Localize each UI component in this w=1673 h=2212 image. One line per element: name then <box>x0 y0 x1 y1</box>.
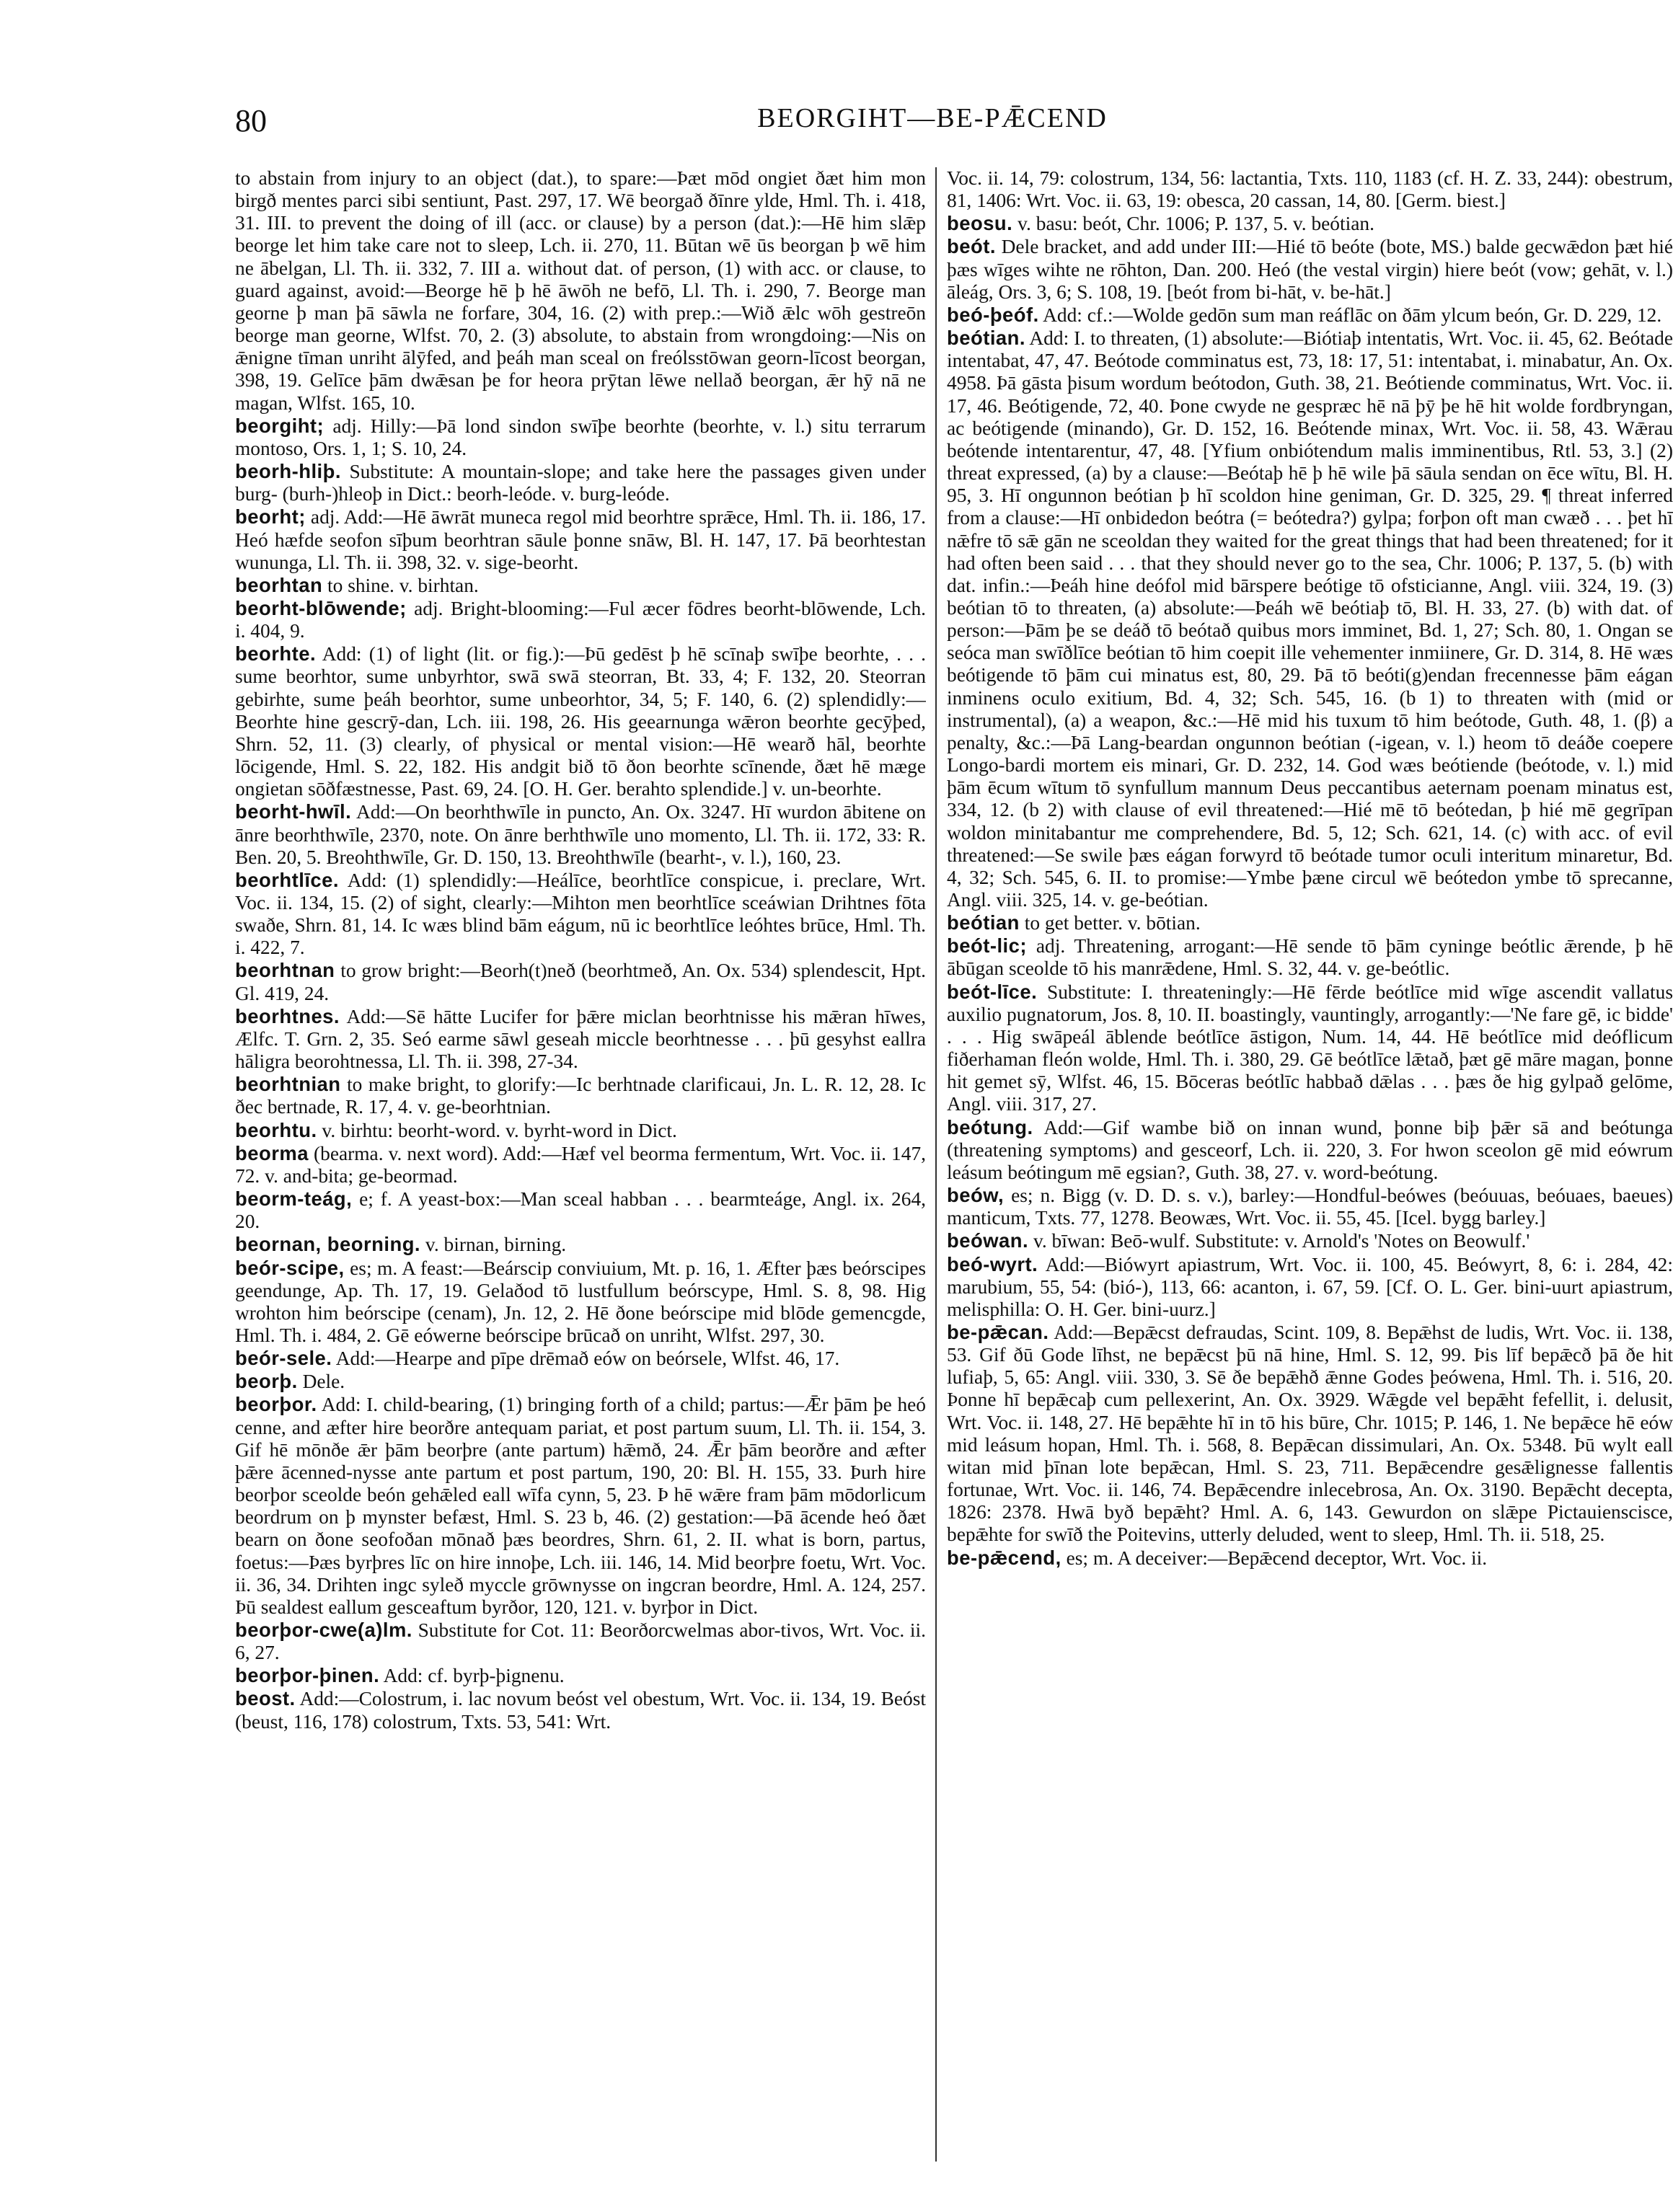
dictionary-entry <box>235 1370 926 1393</box>
dictionary-entry <box>235 1347 926 1370</box>
dictionary-entry <box>235 574 926 597</box>
dictionary-entry <box>235 1687 926 1733</box>
entry-text: Substitute for Cot. 11: Beorðorcwelmas abor-tivos, Wrt. Voc. ii. 6, 27. <box>235 1619 926 1664</box>
entry-text: to grow bright:—Beorh(t)neð (beorhtmeð, An. Ox. 534) splendescit, Hpt. Gl. 419, 24. <box>235 960 926 1004</box>
entry-text: e; f. A yeast-box:—Man sceal habban . . . bearmteáge, Angl. ix. 264, 20. <box>235 1188 926 1233</box>
entry-headword: beost. <box>235 1687 296 1710</box>
entry-headword: beót-lic; <box>947 934 1028 957</box>
entry-text: adj. Hilly:—Þā lond sindon swīþe beorhte (beorhte, v. l.) situ terrarum montoso, Ors. 1, 1; S. 10, 24. <box>235 415 926 459</box>
entry-headword: beorht-hwīl. <box>235 800 352 823</box>
dictionary-entry <box>947 212 1673 235</box>
entry-headword: beorhtan <box>235 573 323 596</box>
dictionary-entry <box>947 1229 1673 1252</box>
entry-text: Add:—Biówyrt apiastrum, Wrt. Voc. ii. 100, 45. Beówyrt, 8, 6: i. 284, 42: marubium, 55, 54: (bió-), 113, 66: acanton, i. 67, 59. [Cf. O. L. Ger. bini-uurt apiastrum, melisphilla: O. H. Ger. bini-uurz.] <box>947 1253 1673 1320</box>
entry-text: Add:—Sē hātte Lucifer for þǣre miclan beorhtnisse his mǣran hīwes, Ælfc. T. Grn. 2, 35. Seó earme sāwl geseah miccle beorhtnesse . . . þū gesyhst eallra hāligra beorohtnessa, Ll. Th. ii. 398, 27-34. <box>235 1005 926 1073</box>
entry-headword: beorþ. <box>235 1370 298 1393</box>
entry-headword: be-pǣcan. <box>947 1320 1049 1343</box>
entry-text: Add:—Colostrum, i. lac novum beóst vel obestum, Wrt. Voc. ii. 134, 19. Beóst (beust, 116, 178) colostrum, Txts. 53, 541: Wrt. <box>235 1688 926 1733</box>
entry-headword: beorþor. <box>235 1393 317 1416</box>
entry-headword: beorþor-þinen. <box>235 1664 380 1687</box>
entry-headword: beorhtlīce. <box>235 868 340 891</box>
dictionary-entry <box>947 1253 1673 1321</box>
dictionary-entry <box>235 1073 926 1118</box>
right-column <box>947 167 1673 2162</box>
dictionary-entry <box>235 1257 926 1348</box>
entry-text: Dele. <box>302 1371 345 1393</box>
dictionary-entry <box>235 505 926 573</box>
dictionary-entry <box>235 1187 926 1233</box>
entry-text: Add: (1) of light (lit. or fig.):—Þū gedēst þ hē scīnaþ swīþe beorhte, . . . sume beorhtor, sume unbyrhtor, swā swā steorran, Bt. 33, 4; F. 132, 20. Steorran gebirhte, sume þeáh beorhtor, sume unbeorhtor, 34, 5; F. 140, 6. (2) splendidly:—Beorhte hine gescrȳ-dan, Lch. iii. 198, 26. His geearnunga wǣron beorhte gecȳþed, Shrn. 52, 11. (3) clearly, of physical or mental vision:—Hē wearð hāl, beorhte lōcigende, Hml. S. 22, 182. His andgit bið tō ðon beorhte scīnende, ðæt hē mæge ongietan sōðfæstnesse, Past. 69, 24. [O. H. Ger. berahto splendide.] v. un-beorhte. <box>235 643 926 800</box>
page-number: 80 <box>235 103 267 138</box>
dictionary-entry <box>235 869 926 960</box>
entry-headword: beótung. <box>947 1115 1033 1138</box>
dictionary-entry <box>235 800 926 868</box>
entry-headword: beorm-teág, <box>235 1187 353 1211</box>
entry-text: v. basu: beót, Chr. 1006; P. 137, 5. v. beótian. <box>1018 213 1374 235</box>
entry-text: es; n. Bigg (v. D. D. s. v.), barley:—Hondful-beówes (beóuuas, beóuaes, baeues) manticum, Txts. 77, 1278. Beowæs, Wrt. Voc. ii. 55, 45. [Icel. bygg barley.] <box>947 1185 1673 1229</box>
entry-headword: beów, <box>947 1184 1005 1207</box>
entry-headword: beó-wyrt. <box>947 1252 1038 1275</box>
entry-headword: beorht; <box>235 505 306 528</box>
entry-headword: beorhtnan <box>235 959 335 982</box>
dictionary-entry <box>235 959 926 1004</box>
entry-text: Add:—Hearpe and pīpe drēmað eów on beórsele, Wlfst. 46, 17. <box>335 1348 840 1370</box>
entry-text: Substitute: I. threateningly:—Hē fērde beótlīce mid wīge ascendit vallatus auxilio pugnatorum, Jos. 8, 10. II. boastingly, vauntingly, arrogantly:—'Ne fare gē, ic bidde' . . . Hig swāpeál āblende beótlīce āstigon, Num. 14, 44. Hē beótlīce mid deóflicum fiðerhaman fleón wolde, Hml. Th. i. 380, 29. Gē beótlīce lǣtað, þæt gē māre magan, þonne hit gemet sȳ, Wlfst. 46, 15. Bōceras beótlīc habbað dǣlas . . . þæs ðe hig gylpað gelōme, Angl. viii. 317, 27. <box>947 981 1673 1115</box>
entry-text: to shine. v. birhtan. <box>327 574 479 596</box>
dictionary-entry <box>947 167 1673 212</box>
left-column <box>235 167 926 2162</box>
dictionary-entry <box>947 1547 1673 1570</box>
entry-text: adj. Bright-blooming:—Ful æcer fōdres beorht-blōwende, Lch. i. 404, 9. <box>235 597 926 642</box>
entry-headword: beorhtnian <box>235 1073 341 1096</box>
entry-text: v. bīwan: Beō-wulf. Substitute: v. Arnold's 'Notes on Beowulf.' <box>1033 1230 1530 1252</box>
dictionary-entry <box>235 1005 926 1073</box>
entry-headword: beorma <box>235 1141 309 1164</box>
entry-headword: beorgiht; <box>235 414 325 437</box>
entry-text: v. birhtu: beorht-word. v. byrht-word in Dict. <box>322 1119 677 1141</box>
dictionary-entry <box>235 167 926 415</box>
entry-headword: beót-līce. <box>947 980 1038 1003</box>
dictionary-entry <box>235 1142 926 1187</box>
entry-headword: beót. <box>947 235 996 258</box>
entry-headword: beosu. <box>947 212 1013 235</box>
entry-headword: beówan. <box>947 1229 1029 1252</box>
dictionary-entry <box>947 1321 1673 1547</box>
entry-headword: beorhte. <box>235 642 317 665</box>
dictionary-entry <box>235 1393 926 1619</box>
entry-headword: beór-scipe, <box>235 1256 345 1279</box>
dictionary-entry <box>235 460 926 505</box>
entry-headword: beorhtnes. <box>235 1004 340 1027</box>
entry-headword: beó-þeóf. <box>947 303 1039 326</box>
entry-text: Add: cf.:—Wolde gedōn sum man reáflāc on ðām ylcum beón, Gr. D. 229, 12. <box>1043 304 1662 326</box>
dictionary-entry <box>947 934 1673 980</box>
dictionary-entry <box>947 235 1673 303</box>
entry-headword: beorþor-cwe(a)lm. <box>235 1619 412 1641</box>
entry-text: to make bright, to glorify:—Ic berhtnade clarificaui, Jn. L. R. 12, 28. Ic ðec bertnade, R. 17, 4. v. ge-beorhtnian. <box>235 1074 926 1118</box>
running-head: BEORGIHT—BE-PǢCEND <box>757 103 1108 133</box>
entry-text: Add: (1) splendidly:—Heálīce, beorhtlīce conspicue, i. preclare, Wrt. Voc. ii. 134, 15. (2) of sight, clearly:—Mihton men beorhtlīce sceáwian Drihtnes fōta swaðe, Shrn. 81, 14. Ic wæs blind bām eágum, nū ic beorhtlīce leóhtes brūce, Hml. Th. i. 422, 7. <box>235 869 926 959</box>
entry-text: Add: cf. byrþ-þignenu. <box>383 1665 565 1687</box>
entry-headword: beótian. <box>947 327 1026 350</box>
dictionary-entry <box>235 1233 926 1256</box>
entry-headword: beorh-hliþ. <box>235 460 342 483</box>
entry-text: (bearma. v. next word). Add:—Hæf vel beorma fermentum, Wrt. Voc. ii. 147, 72. v. and-bita; ge-beormad. <box>235 1142 926 1187</box>
entry-text: Substitute: A mountain-slope; and take here the passages given under burg- (burh-)hleoþ in Dict.: beorh-leóde. v. burg-leóde. <box>235 461 926 505</box>
dictionary-entry <box>947 981 1673 1116</box>
dictionary-entry <box>235 1619 926 1664</box>
entry-text: Dele bracket, and add under III:—Hié tō beóte (bote, MS.) balde gecwǣdon þæt hié þæs wīges wihte ne rōhton, Dan. 200. Heó (the vestal virgin) hiere beót (vow; gehāt, v. l.) āleág, Ors. 3, 6; S. 108, 19. [beót from bi-hāt, v. be-hāt.] <box>947 236 1673 303</box>
entry-text: Add: I. to threaten, (1) absolute:—Biótiaþ intentatis, Wrt. Voc. ii. 45, 62. Beótade intentabat, 47, 47. Beótode comminatus est, 73, 18: 17, 51: intentabat, i. minabatur, An. Ox. 4958. Þā gāsta þisum wordum beótodon, Guth. 38, 21. Beótiende comminatus, Wrt. Voc. ii. 17, 46. Beótigende, 72, 40. Þone cwyde ne gespræc hē nā þȳ þe hē hit wolde fordbryngan, ac beótigende (minando), Gr. D. 152, 16. Beótende minax, Wrt. Voc. ii. 58, 43. Wǣrau beótende intentarentur, 47, 48. [Yfium onbiótendum malis imminentibus, Rtl. 53, 3.] (2) threat expressed, (a) by a clause:—Beótaþ hē þ hē wile þā sāula sendan on ēce wītu, Bl. H. 95, 3. Hī ongunnon beótian þ hī scoldon hine geniman, Gr. D. 325, 29. ¶ threat inferred from a clause:—Hī onbidedon beótra (= beótedra?) gylpa; forþon oft man cwæð . . . þet hī nǣfre tō sǣ gān ne sceoldan they waited for the great things that had been threatened; for it had often been said . . . that they should never go to the sea, Chr. 1006; P. 137, 5. (b) with dat. infin.:—Þeáh hine deófol mid bārspere beótige tō ofsticianne, Angl. viii. 324, 19. (3) beótian tō to threaten, (a) absolute:—Þeáh wē beótiaþ tō, Bl. H. 33, 27. (b) with dat. of person:—Þām þe se deáð tō beótað quibus mors imminet, Bd. 1, 27; Sch. 80, 1. Ongan se seóca man swīðlīce beótian tō him coepit ille vehementer inmiinere, Gr. D. 314, 8. Hē wæs beótigende tō þām cui minatus est, 80, 29. Þā tō beóti(g)endan frecennesse þām eágan inminens oculo exitium, Bd. 4, 32; Sch. 545, 16. (b 1) to threaten with (mid or instrumental), (a) a weapon, &c.:—Hē mid his tuxum tō him beótode, Guth. 48, 1. (β) a penalty, &c.:—Þā Lang-beardan ongunnon beótian (-igean, v. l.) heom tō deáðe coepere Longo-bardi mortem eis minari, Gr. D. 232, 14. God wæs beótiende (beótode, v. l.) mid þām ēcum wītum tō synfullum mannum Deus peccantibus aeternam poenam minatus est, 334, 12. (b 2) with clause of evil threatened:—Hié mē tō beótedan, þ hié mē gegrīpan woldon minitabantur me comprehendere, Bd. 5, 12; Sch. 621, 14. (c) with acc. of evil threatened:—Se swile þæs eágan forwyrd tō beótade tumor oculi interitum minaretur, Bd. 4, 32; Sch. 545, 6. II. to promise:—Ymbe þæne circul wē beótedon ymbe tō sprecanne, Angl. viii. 325, 14. v. ge-beótian. <box>947 327 1673 911</box>
column-divider <box>935 167 937 2162</box>
dictionary-entry <box>235 642 926 800</box>
entry-text: to get better. v. bōtian. <box>1024 912 1201 934</box>
entry-headword: be-pǣcend, <box>947 1546 1061 1569</box>
entry-headword: beornan, beorning. <box>235 1233 421 1256</box>
entry-text: es; m. A feast:—Beárscip conviuium, Mt. p. 16, 1. Æfter þæs beórscipes geendunge, Ap. Th. 17, 19. Gelaðod tō lustfullum beórscype, Hml. S. 8, 98. Hig wrohton him beórscipe (cenam), Jn. 12, 2. Hē ðone beórscipe mid blōde gemencgde, Hml. Th. i. 484, 2. Gē eówerne beórscipe brūcað on unriht, Wlfst. 297, 30. <box>235 1257 926 1346</box>
entry-text: Add: I. child-bearing, (1) bringing forth of a child; partus:—Ǣr þām þe heó cenne, and æfter hire beorðre antequam pariat, et post partum suum, Ll. Th. ii. 154, 3. Gif hē mōnðe ǣr þām beorþre (ante partum) hǣmð, 24. Ǣr þām beorðre and æfter þǣre ācenned-nysse ante partum et post partum, 190, 20: Bl. H. 155, 33. Þurh hire beorþor sceolde beón gehǣled eall wīfa cynn, 5, 23. Þ hē wǣre fram þām mōdorlicum beordrum on þ mynster befæst, Hml. S. 23 b, 46. (2) gestation:—Þā ācende heó ðæt bearn on ðone seofoðan mōnað þæs beordres, Shrn. 61, 2. II. what is born, partus, foetus:—Þæs byrþres līc on hire innoþe, Lch. iii. 146, 14. Mid beorþre foetu, Wrt. Voc. ii. 36, 34. Drihten ingc syleð myccle grōwnysse on ingcran beordre, Hml. A. 124, 257. Þū sealdest eallum gesceaftum byrðor, 120, 121. v. byrþor in Dict. <box>235 1394 926 1618</box>
entry-text: es; m. A deceiver:—Bepǣcend deceptor, Wrt. Voc. ii. <box>1066 1547 1488 1569</box>
entry-headword: beór-sele. <box>235 1347 332 1370</box>
dictionary-entry <box>235 1664 926 1687</box>
entry-text: Add:—Gif wambe bið on innan wund, þonne biþ þǣr sā and beótunga (threatening symptoms) and gesceorf, Lch. ii. 220, 3. For hwon sceolon gē mid eówrum leásum beótingum mē egsian?, Guth. 38, 27. v. word-beótung. <box>947 1116 1673 1183</box>
entry-text: adj. Add:—Hē āwrāt muneca regol mid beorhtre sprǣce, Hml. Th. ii. 186, 17. Heó hæfde seofon sīþum beorhtran sāule þonne snāw, Bl. H. 147, 17. Þā beorhtestan wununga, Ll. Th. ii. 398, 32. v. sige-beorht. <box>235 506 926 573</box>
entry-text: to abstain from injury to an object (dat.), to spare:—Þæt mōd ongiet ðæt him mon birgð mentes parci sibi sentiunt, Past. 297, 17. Wē beorgað ðīnre ylde, Hml. Th. i. 418, 31. III. to prevent the doing of ill (acc. or clause) by a person (dat.):—Hē him slǣp beorge let him take care not to sleep, Lch. ii. 270, 11. Būtan wē ūs beorgan þ wē him ne ābelgan, Ll. Th. ii. 332, 7. III a. without dat. of person, (1) with acc. or clause, to guard against, avoid:—Beorge hē þ hē āwōh ne befō, Ll. Th. i. 290, 7. Beorge man georne þ man þā sāwla ne forfare, 304, 16. (2) with prep.:—Wið ǣlc wōh gestreōn beorge man georne, Wlfst. 70, 2. (3) absolute, to abstain from wrongdoing:—Nis on ǣnigne tīman unriht ālȳfed, and þeáh man sceal on freólsstōwan georn-līcost beorgan, 398, 19. Gelīce þām dwǣsan þe for heora prȳtan lēwe nellað beorgan, ǣr hȳ nā ne magan, Wlfst. 165, 10. <box>235 167 926 414</box>
entry-headword: beorhtu. <box>235 1118 317 1141</box>
entry-text: Add:—Bepǣcst defraudas, Scint. 109, 8. Bepǣhst de ludis, Wrt. Voc. ii. 138, 53. Gif ðū Gode līhst, ne bepǣcst þū nā hine, Hml. S. 12, 99. Þis līf bepǣcð þā ðe hit lufiaþ, 5, 65: Angl. viii. 330, 3. Sē ðe bepǣhð ǣnne Godes þeówena, Hml. Th. i. 516, 20. Þonne hī bepǣcaþ cum pellexerint, An. Ox. 3929. Wǣgde vel bepǣht fefellit, i. delusit, Wrt. Voc. ii. 148, 27. Hē bepǣhte hī in tō his būre, Chr. 1015; P. 146, 1. Ne bepǣce hē eów mid leásum hopan, Hml. Th. i. 568, 8. Bepǣcan dissimulari, An. Ox. 5348. Þū wylt eall witan mid þīnan lote bepǣcan, Hml. S. 23, 711. Bepǣcendre gesǣlignesse fallentis fortunae, Wrt. Voc. ii. 146, 74. Bepǣcendre inlecebrosa, An. Ox. 3190. Bepǣcht decepta, 1826: 2378. Hwā byð bepǣht? Hml. A. 6, 143. Gewurdon on slǣpe Pictauienscisce, bepǣhte for swīð the Poitevins, utterly deluded, went to sleep, Hml. Th. ii. 518, 25. <box>947 1321 1673 1546</box>
entry-text: Add:—On beorhthwīle in puncto, An. Ox. 3247. Hī wurdon ābitene on ānre beorhthwīle, 2370, note. On ānre berhthwīle uno momento, Ll. Th. ii. 172, 33: R. Ben. 20, 5. Breohthwīle, Gr. D. 150, 13. Breohthwīle (bearht-, v. l.), 160, 23. <box>235 801 926 868</box>
dictionary-entry <box>235 597 926 642</box>
dictionary-entry <box>235 1119 926 1142</box>
dictionary-entry <box>947 1116 1673 1184</box>
page-header <box>235 102 1630 146</box>
entry-text: adj. Threatening, arrogant:—Hē sende tō þām cyninge beótlic ǣrende, þ hē ābūgan sceolde tō his manrǣdene, Hml. S. 32, 44. v. ge-beótlic. <box>947 935 1673 980</box>
dictionary-entry <box>947 327 1673 911</box>
entry-headword: beorht-blōwende; <box>235 596 407 619</box>
dictionary-entry <box>947 304 1673 327</box>
dictionary-entry <box>947 1184 1673 1229</box>
entry-text: Voc. ii. 14, 79: colostrum, 134, 56: lactantia, Txts. 110, 1183 (cf. H. Z. 33, 244): obestrum, 81, 1406: Wrt. Voc. ii. 63, 19: obesca, 20 cassan, 14, 80. [Germ. biest.] <box>947 167 1673 212</box>
entry-text: v. birnan, birning. <box>425 1234 567 1256</box>
entry-headword: beótian <box>947 911 1020 934</box>
dictionary-entry <box>235 415 926 460</box>
dictionary-entry <box>947 911 1673 934</box>
